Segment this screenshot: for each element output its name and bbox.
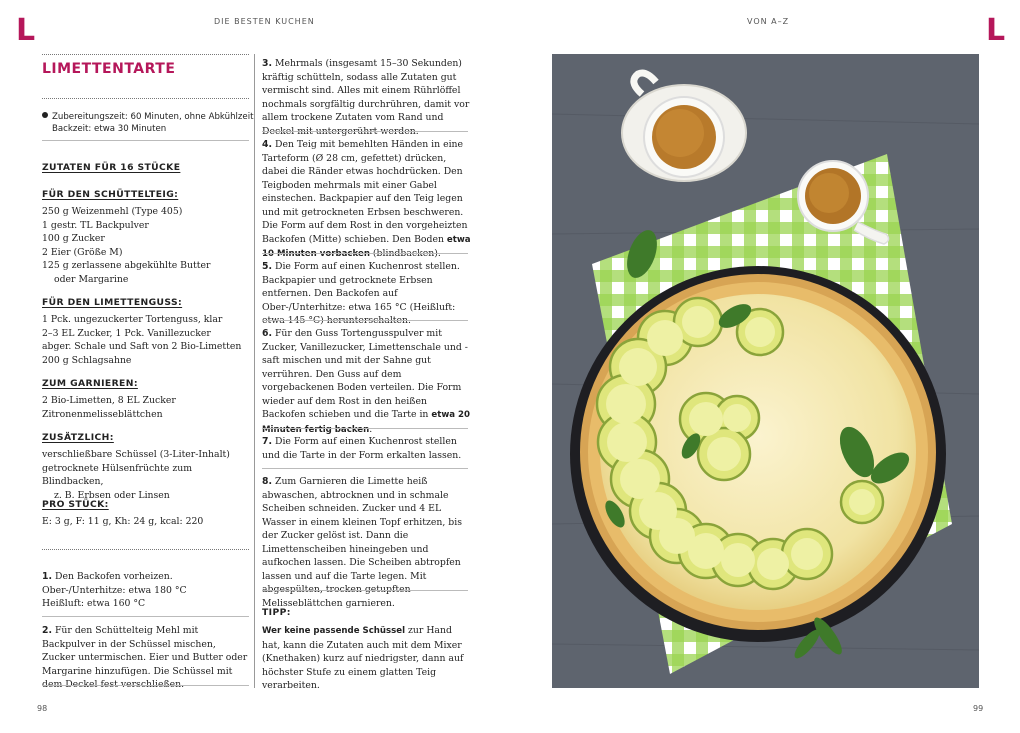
ingredient-line: E: 3 g, F: 11 g, Kh: 24 g, kcal: 220 [42, 516, 204, 527]
step-number: 1. [42, 571, 53, 582]
ingredient-list [42, 313, 252, 367]
ingredient-line: oder Margarine [54, 273, 129, 285]
ingredient-line: 1 gestr. TL Backpulver [42, 219, 149, 231]
nutrition-line [42, 515, 252, 529]
ingredient-line: 2 Eier (Größe M) [42, 246, 123, 258]
tip-highlight: Wer keine passende Schüssel [262, 626, 406, 636]
step-text: Ober-/Unterhitze: etwa 180 °C [42, 584, 187, 596]
step-text: Heißluft: etwa 160 °C [42, 598, 146, 609]
rule [42, 140, 249, 141]
step-number: 6. [262, 328, 273, 339]
ingredient-line: Zitronenmelisseblättchen [42, 408, 163, 420]
step-text: . [369, 423, 373, 435]
prep-time [42, 111, 253, 135]
ingredient-line: z. B. Erbsen oder Linsen [54, 489, 170, 501]
group-heading: ZUSÄTZLICH: [42, 432, 114, 443]
step-text: Die Form auf einen Kuchenrost stellen. Backpapier und getrocknete Erbsen entfernen. Den Backofen auf Ober-/Unterhitze: etwa 165 °C (Heißluft: etwa 145 °C) herunterschalten. [262, 261, 460, 326]
group-heading: FÜR DEN LIMETTENGUSS: [42, 297, 183, 308]
group-heading: PRO STÜCK: [42, 499, 109, 510]
step-2 [42, 624, 249, 692]
rule [262, 320, 468, 321]
clock-icon [42, 112, 48, 118]
step-number: 3. [262, 58, 273, 69]
dotted-rule [42, 98, 249, 99]
step-3 [262, 57, 472, 138]
step-text: Zum Garnieren die Limette heiß abwaschen, abtrocknen und in schmale Scheiben schneiden. Zucker und 4 EL Wasser in einem kleinen Topf erhitzen, bis der Zucker gelöst ist. Dann die Limettenscheiben hineingeben und aufkochen lassen. Die Scheiben abtropfen lassen und auf die Tarte legen. Mit abgespülten, trocken getupften Melisseblättchen garnieren. [262, 476, 462, 609]
ingredient-line: 2–3 EL Zucker, 1 Pck. Vanillezucker [42, 327, 211, 339]
step-text: (blindbacken). [372, 248, 441, 259]
bake-time-text: Backzeit: etwa 30 Minuten [52, 124, 167, 134]
step-1 [42, 570, 252, 611]
recipe-title: LIMETTENTARTE [42, 61, 176, 77]
ingredient-list [42, 205, 252, 286]
tip-heading: TIPP: [262, 607, 291, 618]
group-heading: ZUM GARNIEREN: [42, 378, 138, 389]
step-text: Den Teig mit bemehlten Händen in eine Tarteform (Ø 28 cm, gefettet) drücken, dabei die Ränder etwas hochdrücken. Den Teigboden mehrmals mit einer Gabel einstechen. Backpapier auf den Teig legen und mit getrockneten Erbsen beschweren. Die Form auf dem Rost in den vorgeheizten Backofen (Mitte) schieben. Den Boden [262, 139, 468, 245]
step-number: 2. [42, 625, 53, 636]
rule [262, 131, 468, 132]
rule [262, 253, 468, 254]
tart-photo-illustration [552, 54, 979, 688]
ingredient-line: 200 g Schlagsahne [42, 354, 132, 366]
ingredient-line: 100 g Zucker [42, 233, 105, 244]
dotted-rule [42, 549, 249, 550]
step-5 [262, 260, 472, 328]
letter-marker-left: L [16, 13, 36, 48]
rule [262, 468, 468, 469]
ingredient-line: abger. Schale und Saft von 2 Bio-Limetten [42, 341, 242, 352]
step-number: 7. [262, 436, 273, 447]
rule [262, 428, 468, 429]
prep-time-text: Zubereitungszeit: 60 Minuten, ohne Abkühlzeit [52, 112, 254, 122]
ingredient-line: getrocknete Hülsenfrüchte zum Blindbacken, [42, 462, 193, 487]
running-header-right: VON A–Z [747, 17, 790, 26]
page-number-left: 98 [37, 704, 48, 713]
running-header-left: DIE BESTEN KUCHEN [214, 17, 315, 26]
letter-marker-right: L [986, 13, 1006, 48]
column-divider [254, 54, 255, 688]
step-4 [262, 138, 472, 262]
step-text: Für den Guss Tortengusspulver mit Zucker, Vanillezucker, Limettenschale und -saft mischen und mit der Sahne gut verrühren. Den Guss auf dem vorgebackenen Boden verteilen. Die Form wieder auf dem Rost in den heißen Backofen schieben und die Tarte in [262, 328, 468, 420]
ingredient-line: 250 g Weizenmehl (Type 405) [42, 206, 183, 217]
ingredient-line: verschließbare Schüssel (3-Liter-Inhalt) [42, 449, 230, 460]
step-highlight: etwa 10 Minuten vorbacken [262, 234, 471, 259]
step-number: 8. [262, 476, 273, 487]
tip-body: zur Hand hat, kann die Zutaten auch mit dem Mixer (Knethaken) kurz auf niedrigster, dann auf höchster Stufe zu einem glatten Teig verarbeiten. [262, 625, 464, 691]
step-6 [262, 327, 472, 437]
ingredient-list [42, 394, 252, 421]
ingredient-line: 125 g zerlassene abgekühlte Butter [42, 260, 211, 271]
step-number: 5. [262, 261, 273, 272]
step-text: Für den Schüttelteig Mehl mit Backpulver in der Schüssel mischen, Zucker untermischen. Eier und Butter oder Margarine hinzufügen. Die Schüssel mit dem Deckel fest verschließen. [42, 625, 248, 690]
ingredient-list [42, 448, 252, 502]
ingredient-line: 2 Bio-Limetten, 8 EL Zucker [42, 395, 176, 406]
step-text: Die Form auf einen Kuchenrost stellen und die Tarte in der Form erkalten lassen. [262, 436, 462, 461]
rule [262, 590, 468, 591]
page-number-right: 99 [973, 704, 984, 713]
rule [42, 616, 249, 617]
step-text: Den Backofen vorheizen. [54, 571, 173, 582]
step-number: 4. [262, 139, 273, 150]
group-heading: FÜR DEN SCHÜTTELTEIG: [42, 189, 179, 200]
ingredient-line: 1 Pck. ungezuckerter Tortenguss, klar [42, 314, 223, 325]
step-text: Mehrmals (insgesamt 15–30 Sekunden) kräftig schütteln, sodass alle Zutaten gut vermischt sind. Alles mit einem Rührlöffel nochmals sorgfältig durchrühren, damit vor allem trockene Zutaten vom Rand und Deckel mit untergerührt werden. [262, 58, 470, 137]
step-highlight: etwa 20 Minuten fertig backen [262, 410, 471, 435]
step-7 [262, 435, 472, 462]
ingredients-heading: ZUTATEN FÜR 16 STÜCKE [42, 162, 181, 173]
tip-text [262, 624, 472, 693]
rule [42, 685, 249, 686]
tart-photo [552, 54, 979, 688]
dotted-rule [42, 54, 249, 55]
